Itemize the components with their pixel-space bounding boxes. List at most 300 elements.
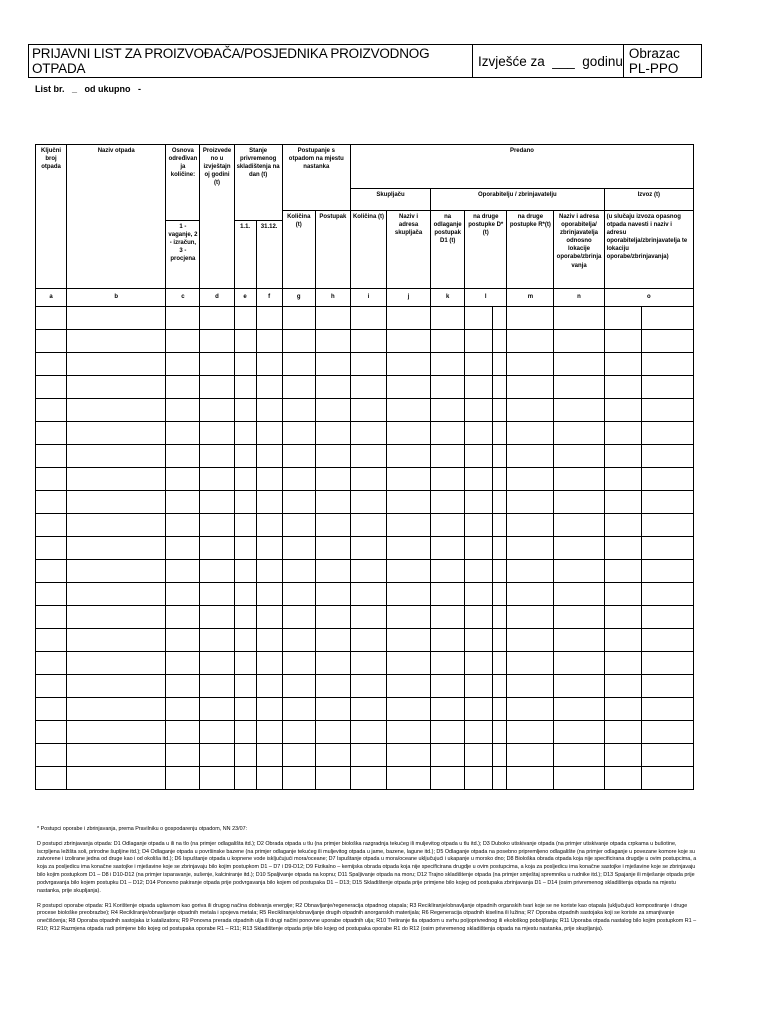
table-cell[interactable]	[350, 629, 386, 652]
table-cell[interactable]	[282, 353, 315, 376]
table-cell[interactable]	[315, 537, 350, 560]
table-cell[interactable]	[507, 307, 554, 330]
table-cell[interactable]	[350, 767, 386, 790]
table-cell[interactable]	[234, 422, 256, 445]
table-cell[interactable]	[282, 583, 315, 606]
table-cell[interactable]	[493, 330, 507, 353]
table-cell[interactable]	[166, 468, 200, 491]
table-cell[interactable]	[36, 491, 67, 514]
table-cell[interactable]	[350, 537, 386, 560]
table-cell[interactable]	[166, 767, 200, 790]
table-cell[interactable]	[641, 353, 693, 376]
table-cell[interactable]	[554, 422, 604, 445]
table-cell[interactable]	[166, 376, 200, 399]
table-cell[interactable]	[315, 675, 350, 698]
table-cell[interactable]	[166, 560, 200, 583]
table-cell[interactable]	[507, 560, 554, 583]
table-cell[interactable]	[166, 514, 200, 537]
table-cell[interactable]	[604, 399, 641, 422]
table-cell[interactable]	[200, 376, 234, 399]
table-cell[interactable]	[36, 353, 67, 376]
table-cell[interactable]	[350, 445, 386, 468]
table-cell[interactable]	[36, 307, 67, 330]
table-cell[interactable]	[465, 445, 493, 468]
table-cell[interactable]	[36, 698, 67, 721]
table-cell[interactable]	[431, 629, 465, 652]
table-cell[interactable]	[256, 468, 282, 491]
table-cell[interactable]	[554, 767, 604, 790]
table-cell[interactable]	[465, 652, 493, 675]
table-cell[interactable]	[36, 514, 67, 537]
table-cell[interactable]	[604, 744, 641, 767]
table-cell[interactable]	[641, 675, 693, 698]
table-cell[interactable]	[641, 537, 693, 560]
table-cell[interactable]	[507, 698, 554, 721]
table-cell[interactable]	[256, 721, 282, 744]
table-cell[interactable]	[493, 606, 507, 629]
table-cell[interactable]	[465, 606, 493, 629]
table-cell[interactable]	[67, 767, 166, 790]
table-cell[interactable]	[166, 422, 200, 445]
table-cell[interactable]	[507, 491, 554, 514]
table-cell[interactable]	[200, 583, 234, 606]
table-cell[interactable]	[67, 514, 166, 537]
table-cell[interactable]	[234, 767, 256, 790]
table-cell[interactable]	[386, 675, 430, 698]
table-cell[interactable]	[234, 468, 256, 491]
table-cell[interactable]	[282, 560, 315, 583]
table-cell[interactable]	[256, 422, 282, 445]
table-cell[interactable]	[200, 744, 234, 767]
table-cell[interactable]	[282, 422, 315, 445]
table-cell[interactable]	[493, 744, 507, 767]
table-cell[interactable]	[554, 629, 604, 652]
table-cell[interactable]	[350, 353, 386, 376]
table-cell[interactable]	[200, 537, 234, 560]
table-cell[interactable]	[36, 721, 67, 744]
table-cell[interactable]	[256, 376, 282, 399]
table-cell[interactable]	[36, 652, 67, 675]
table-cell[interactable]	[493, 399, 507, 422]
table-cell[interactable]	[604, 652, 641, 675]
table-cell[interactable]	[554, 307, 604, 330]
table-cell[interactable]	[465, 468, 493, 491]
table-cell[interactable]	[256, 744, 282, 767]
table-cell[interactable]	[554, 606, 604, 629]
table-cell[interactable]	[431, 353, 465, 376]
table-cell[interactable]	[36, 675, 67, 698]
table-cell[interactable]	[166, 744, 200, 767]
table-cell[interactable]	[256, 767, 282, 790]
table-cell[interactable]	[67, 422, 166, 445]
table-cell[interactable]	[604, 468, 641, 491]
table-cell[interactable]	[641, 698, 693, 721]
table-cell[interactable]	[350, 721, 386, 744]
table-cell[interactable]	[507, 399, 554, 422]
table-cell[interactable]	[554, 537, 604, 560]
table-cell[interactable]	[386, 744, 430, 767]
table-cell[interactable]	[350, 399, 386, 422]
table-cell[interactable]	[166, 652, 200, 675]
table-cell[interactable]	[507, 583, 554, 606]
table-cell[interactable]	[166, 583, 200, 606]
table-cell[interactable]	[350, 583, 386, 606]
table-cell[interactable]	[234, 652, 256, 675]
table-cell[interactable]	[604, 491, 641, 514]
table-cell[interactable]	[166, 629, 200, 652]
table-cell[interactable]	[431, 698, 465, 721]
table-cell[interactable]	[493, 629, 507, 652]
table-cell[interactable]	[431, 744, 465, 767]
table-cell[interactable]	[36, 606, 67, 629]
table-cell[interactable]	[350, 606, 386, 629]
table-cell[interactable]	[431, 560, 465, 583]
table-cell[interactable]	[350, 744, 386, 767]
table-cell[interactable]	[67, 698, 166, 721]
table-cell[interactable]	[315, 330, 350, 353]
table-cell[interactable]	[431, 376, 465, 399]
table-cell[interactable]	[282, 468, 315, 491]
table-cell[interactable]	[234, 399, 256, 422]
table-cell[interactable]	[493, 468, 507, 491]
table-cell[interactable]	[67, 606, 166, 629]
table-cell[interactable]	[465, 399, 493, 422]
table-cell[interactable]	[166, 606, 200, 629]
table-cell[interactable]	[493, 514, 507, 537]
table-cell[interactable]	[282, 744, 315, 767]
table-cell[interactable]	[604, 537, 641, 560]
table-cell[interactable]	[315, 583, 350, 606]
table-cell[interactable]	[386, 560, 430, 583]
table-cell[interactable]	[554, 744, 604, 767]
table-cell[interactable]	[386, 422, 430, 445]
table-cell[interactable]	[465, 744, 493, 767]
table-cell[interactable]	[386, 698, 430, 721]
table-cell[interactable]	[507, 514, 554, 537]
table-cell[interactable]	[200, 629, 234, 652]
table-cell[interactable]	[67, 376, 166, 399]
table-cell[interactable]	[386, 606, 430, 629]
table-cell[interactable]	[315, 307, 350, 330]
table-cell[interactable]	[465, 353, 493, 376]
table-cell[interactable]	[200, 514, 234, 537]
table-cell[interactable]	[67, 652, 166, 675]
table-cell[interactable]	[315, 468, 350, 491]
table-cell[interactable]	[282, 606, 315, 629]
table-cell[interactable]	[554, 514, 604, 537]
table-cell[interactable]	[36, 767, 67, 790]
table-cell[interactable]	[493, 537, 507, 560]
table-cell[interactable]	[431, 721, 465, 744]
table-cell[interactable]	[256, 583, 282, 606]
table-cell[interactable]	[315, 744, 350, 767]
table-cell[interactable]	[67, 744, 166, 767]
table-cell[interactable]	[641, 606, 693, 629]
table-cell[interactable]	[282, 675, 315, 698]
table-cell[interactable]	[67, 399, 166, 422]
table-cell[interactable]	[315, 652, 350, 675]
table-cell[interactable]	[200, 560, 234, 583]
table-cell[interactable]	[350, 330, 386, 353]
table-cell[interactable]	[604, 675, 641, 698]
table-cell[interactable]	[386, 583, 430, 606]
table-cell[interactable]	[554, 353, 604, 376]
table-cell[interactable]	[641, 721, 693, 744]
table-cell[interactable]	[465, 491, 493, 514]
table-cell[interactable]	[36, 744, 67, 767]
table-cell[interactable]	[465, 330, 493, 353]
table-cell[interactable]	[386, 652, 430, 675]
table-cell[interactable]	[604, 606, 641, 629]
table-cell[interactable]	[431, 468, 465, 491]
table-cell[interactable]	[386, 629, 430, 652]
table-cell[interactable]	[386, 376, 430, 399]
table-cell[interactable]	[315, 560, 350, 583]
table-cell[interactable]	[200, 307, 234, 330]
table-cell[interactable]	[386, 307, 430, 330]
table-cell[interactable]	[166, 491, 200, 514]
table-cell[interactable]	[431, 675, 465, 698]
table-cell[interactable]	[200, 698, 234, 721]
table-cell[interactable]	[386, 767, 430, 790]
table-cell[interactable]	[67, 537, 166, 560]
table-cell[interactable]	[554, 468, 604, 491]
table-cell[interactable]	[493, 376, 507, 399]
table-cell[interactable]	[507, 606, 554, 629]
table-cell[interactable]	[604, 560, 641, 583]
table-cell[interactable]	[465, 514, 493, 537]
table-cell[interactable]	[36, 537, 67, 560]
table-cell[interactable]	[36, 422, 67, 445]
table-cell[interactable]	[641, 514, 693, 537]
table-cell[interactable]	[604, 514, 641, 537]
table-cell[interactable]	[386, 445, 430, 468]
table-cell[interactable]	[507, 537, 554, 560]
table-cell[interactable]	[604, 376, 641, 399]
table-cell[interactable]	[641, 583, 693, 606]
table-cell[interactable]	[234, 445, 256, 468]
table-cell[interactable]	[350, 491, 386, 514]
table-cell[interactable]	[350, 652, 386, 675]
table-cell[interactable]	[166, 307, 200, 330]
table-cell[interactable]	[234, 514, 256, 537]
table-cell[interactable]	[386, 399, 430, 422]
table-cell[interactable]	[493, 767, 507, 790]
table-cell[interactable]	[554, 698, 604, 721]
table-cell[interactable]	[282, 537, 315, 560]
table-cell[interactable]	[350, 560, 386, 583]
table-cell[interactable]	[315, 514, 350, 537]
table-cell[interactable]	[554, 376, 604, 399]
table-cell[interactable]	[350, 514, 386, 537]
table-cell[interactable]	[641, 445, 693, 468]
table-cell[interactable]	[431, 422, 465, 445]
table-cell[interactable]	[507, 744, 554, 767]
table-cell[interactable]	[67, 330, 166, 353]
table-cell[interactable]	[234, 629, 256, 652]
table-cell[interactable]	[256, 491, 282, 514]
table-cell[interactable]	[315, 629, 350, 652]
table-cell[interactable]	[493, 698, 507, 721]
table-cell[interactable]	[554, 330, 604, 353]
table-cell[interactable]	[493, 721, 507, 744]
table-cell[interactable]	[282, 652, 315, 675]
table-cell[interactable]	[200, 767, 234, 790]
table-cell[interactable]	[67, 307, 166, 330]
table-cell[interactable]	[554, 445, 604, 468]
table-cell[interactable]	[200, 491, 234, 514]
table-cell[interactable]	[166, 675, 200, 698]
table-cell[interactable]	[604, 445, 641, 468]
table-cell[interactable]	[431, 606, 465, 629]
table-cell[interactable]	[315, 353, 350, 376]
table-cell[interactable]	[256, 399, 282, 422]
table-cell[interactable]	[493, 652, 507, 675]
table-cell[interactable]	[350, 376, 386, 399]
table-cell[interactable]	[386, 330, 430, 353]
table-cell[interactable]	[67, 491, 166, 514]
table-cell[interactable]	[166, 537, 200, 560]
table-cell[interactable]	[386, 537, 430, 560]
table-cell[interactable]	[431, 537, 465, 560]
table-cell[interactable]	[604, 767, 641, 790]
table-cell[interactable]	[282, 330, 315, 353]
table-cell[interactable]	[234, 675, 256, 698]
table-cell[interactable]	[234, 330, 256, 353]
table-cell[interactable]	[282, 514, 315, 537]
table-cell[interactable]	[315, 698, 350, 721]
table-cell[interactable]	[465, 583, 493, 606]
table-cell[interactable]	[200, 399, 234, 422]
table-cell[interactable]	[604, 353, 641, 376]
table-cell[interactable]	[256, 445, 282, 468]
table-cell[interactable]	[256, 537, 282, 560]
table-cell[interactable]	[641, 330, 693, 353]
table-cell[interactable]	[282, 698, 315, 721]
table-cell[interactable]	[67, 445, 166, 468]
table-cell[interactable]	[493, 353, 507, 376]
table-cell[interactable]	[256, 675, 282, 698]
table-cell[interactable]	[166, 445, 200, 468]
table-cell[interactable]	[200, 468, 234, 491]
table-cell[interactable]	[465, 560, 493, 583]
table-cell[interactable]	[256, 698, 282, 721]
table-cell[interactable]	[200, 422, 234, 445]
table-cell[interactable]	[554, 560, 604, 583]
table-cell[interactable]	[493, 307, 507, 330]
table-cell[interactable]	[200, 675, 234, 698]
table-cell[interactable]	[507, 353, 554, 376]
table-cell[interactable]	[315, 606, 350, 629]
table-cell[interactable]	[465, 767, 493, 790]
table-cell[interactable]	[604, 629, 641, 652]
table-cell[interactable]	[36, 445, 67, 468]
table-cell[interactable]	[507, 445, 554, 468]
table-cell[interactable]	[36, 376, 67, 399]
table-cell[interactable]	[315, 721, 350, 744]
table-cell[interactable]	[493, 422, 507, 445]
table-cell[interactable]	[166, 721, 200, 744]
table-cell[interactable]	[315, 491, 350, 514]
table-cell[interactable]	[67, 353, 166, 376]
table-cell[interactable]	[350, 422, 386, 445]
table-cell[interactable]	[234, 307, 256, 330]
table-cell[interactable]	[431, 330, 465, 353]
table-cell[interactable]	[493, 445, 507, 468]
table-cell[interactable]	[431, 491, 465, 514]
table-cell[interactable]	[641, 629, 693, 652]
table-cell[interactable]	[465, 629, 493, 652]
table-cell[interactable]	[431, 652, 465, 675]
table-cell[interactable]	[200, 652, 234, 675]
table-cell[interactable]	[350, 468, 386, 491]
table-cell[interactable]	[256, 652, 282, 675]
table-cell[interactable]	[507, 629, 554, 652]
table-cell[interactable]	[604, 307, 641, 330]
table-cell[interactable]	[507, 721, 554, 744]
table-cell[interactable]	[166, 698, 200, 721]
table-cell[interactable]	[67, 629, 166, 652]
table-cell[interactable]	[350, 675, 386, 698]
table-cell[interactable]	[465, 537, 493, 560]
table-cell[interactable]	[507, 468, 554, 491]
table-cell[interactable]	[166, 399, 200, 422]
table-cell[interactable]	[36, 629, 67, 652]
table-cell[interactable]	[641, 399, 693, 422]
table-cell[interactable]	[234, 353, 256, 376]
table-cell[interactable]	[256, 307, 282, 330]
table-cell[interactable]	[431, 399, 465, 422]
table-cell[interactable]	[431, 514, 465, 537]
table-cell[interactable]	[282, 399, 315, 422]
table-cell[interactable]	[234, 560, 256, 583]
table-cell[interactable]	[386, 514, 430, 537]
table-cell[interactable]	[234, 376, 256, 399]
table-cell[interactable]	[350, 698, 386, 721]
table-cell[interactable]	[200, 353, 234, 376]
table-cell[interactable]	[234, 537, 256, 560]
table-cell[interactable]	[386, 721, 430, 744]
table-cell[interactable]	[386, 468, 430, 491]
table-cell[interactable]	[465, 422, 493, 445]
table-cell[interactable]	[604, 330, 641, 353]
table-cell[interactable]	[431, 767, 465, 790]
table-cell[interactable]	[67, 721, 166, 744]
table-cell[interactable]	[282, 307, 315, 330]
table-cell[interactable]	[604, 698, 641, 721]
table-cell[interactable]	[641, 307, 693, 330]
table-cell[interactable]	[200, 445, 234, 468]
table-cell[interactable]	[234, 491, 256, 514]
table-cell[interactable]	[386, 353, 430, 376]
table-cell[interactable]	[507, 652, 554, 675]
table-cell[interactable]	[554, 491, 604, 514]
table-cell[interactable]	[234, 698, 256, 721]
table-cell[interactable]	[256, 629, 282, 652]
table-cell[interactable]	[465, 698, 493, 721]
table-cell[interactable]	[282, 767, 315, 790]
table-cell[interactable]	[641, 560, 693, 583]
table-cell[interactable]	[234, 583, 256, 606]
table-cell[interactable]	[67, 468, 166, 491]
table-cell[interactable]	[641, 767, 693, 790]
table-cell[interactable]	[36, 468, 67, 491]
table-cell[interactable]	[604, 422, 641, 445]
table-cell[interactable]	[282, 721, 315, 744]
table-cell[interactable]	[641, 491, 693, 514]
table-cell[interactable]	[604, 721, 641, 744]
table-cell[interactable]	[350, 307, 386, 330]
